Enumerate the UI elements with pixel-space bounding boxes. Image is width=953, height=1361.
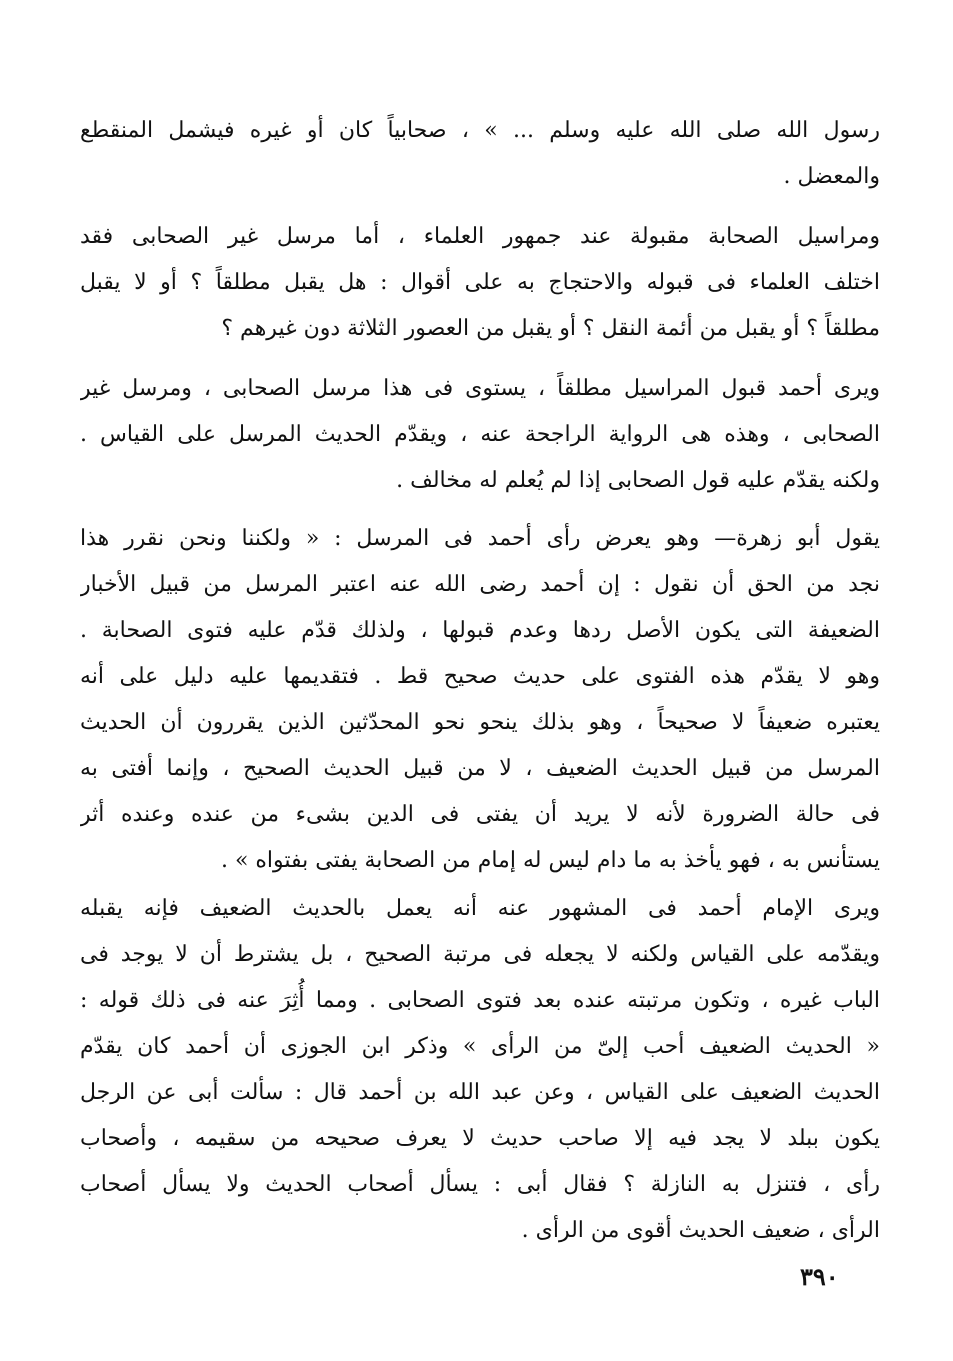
- text-line: مطلقاً ؟ أو يقبل من أئمة النقل ؟ أو يقبل من العصور الثلاثة دون غيرهم ؟: [221, 316, 880, 341]
- text-line: رسول الله صلى الله عليه وسلم ... » ، صحابياً كان أو غيره فيشمل المنقطع: [80, 118, 880, 143]
- text-line: المرسل من قبيل الحديث الضعيف ، لا من قبيل الحديث الصحيح ، وإنما أفتى به: [80, 756, 880, 781]
- paragraph-3: [80, 366, 880, 504]
- text-line: ويرى الإمام أحمد فى المشهور عنه أنه يعمل بالحديث الضعيف فإنه يقبله: [80, 896, 880, 921]
- text-line: الضعيفة التى يكون الأصل ردها وعدم قبولها ، ولذلك قدّم عليه فتوى الصحابة .: [80, 618, 880, 643]
- paragraph-2: [80, 214, 880, 352]
- text-line: الرأى ، ضعيف الحديث أقوى من الرأى .: [521, 1218, 880, 1243]
- text-line: نجد من الحق أن نقول : إن أحمد رضى الله عنه اعتبر المرسل من قبيل الأخبار: [80, 572, 880, 597]
- text-line: والمعضل .: [783, 164, 880, 189]
- text-line: يعتبره ضعيفاً لا صحيحاً ، وهو بذلك ينحو نحو المحدّثين الذين يقررون أن الحديث: [80, 710, 880, 735]
- text-line: رأى ، فتنزل به النازلة ؟ فقال أبى : يسأل أصحاب الحديث ولا يسأل أصحاب: [80, 1172, 880, 1197]
- text-line: ويقدّمه على القياس ولكنه لا يجعله فى مرتبة الصحيح ، بل يشترط أن لا يوجد فى: [80, 942, 880, 967]
- text-line: فى حالة الضرورة لأنه لا يريد أن يفتى فى الدين بشىء من عنده وعنده أثر: [80, 802, 880, 827]
- text-line: اختلف العلماء فى قبوله والاحتجاج به على أقوال : هل يقبل مطلقاً ؟ أو لا يقبل: [80, 270, 880, 295]
- text-line: وهو لا يقدّم هذه الفتوى على حديث صحيح قط . فتقديمها عليه دليل على أنه: [80, 664, 880, 689]
- paragraph-5: [80, 886, 880, 1254]
- text-line: يستأنس به ، فهو يأخذ به ما دام ليس له إمام من الصحابة يفتى بفتواه » .: [220, 848, 880, 873]
- text-line: يكون ببلد لا يجد فيه إلا صاحب حديث لا يعرف صحيحه من سقيمه ، وأصحاب: [80, 1126, 880, 1151]
- paragraph-4: [80, 516, 880, 884]
- paragraph-1: [80, 108, 880, 200]
- text-line: ولكنه يقدّم عليه قول الصحابى إذا لم يُعلم له مخالف .: [396, 468, 880, 493]
- text-line: الباب غيره ، وتكون مرتبته عنده بعد فتوى الصحابى . ومما أُثِرَ عنه فى ذلك قوله :: [80, 988, 880, 1013]
- page-number: ٣٩٠: [800, 1262, 839, 1291]
- text-line: « الحديث الضعيف أحب إلىّ من الرأى » وذكر ابن الجوزى أن أحمد كان يقدّم: [80, 1034, 880, 1059]
- text-line: الحديث الضعيف على القياس ، وعن عبد الله بن أحمد قال : سألت أبى عن الرجل: [80, 1080, 880, 1105]
- page-body-text: [80, 108, 880, 1254]
- text-line: يقول أبو زهرة— وهو يعرض رأى أحمد فى المرسل : « ولكننا ونحن نقرر هذا: [80, 526, 880, 551]
- text-line: الصحابى ، وهذه هى الرواية الراجحة عنه ، ويقدّم الحديث المرسل على القياس .: [80, 422, 880, 447]
- text-line: ومراسيل الصحابة مقبولة عند جمهور العلماء ، أما مرسل غير الصحابى فقد: [80, 224, 880, 249]
- text-line: ويرى أحمد قبول المراسيل مطلقاً ، يستوى فى هذا مرسل الصحابى ، ومرسل غير: [80, 376, 880, 401]
